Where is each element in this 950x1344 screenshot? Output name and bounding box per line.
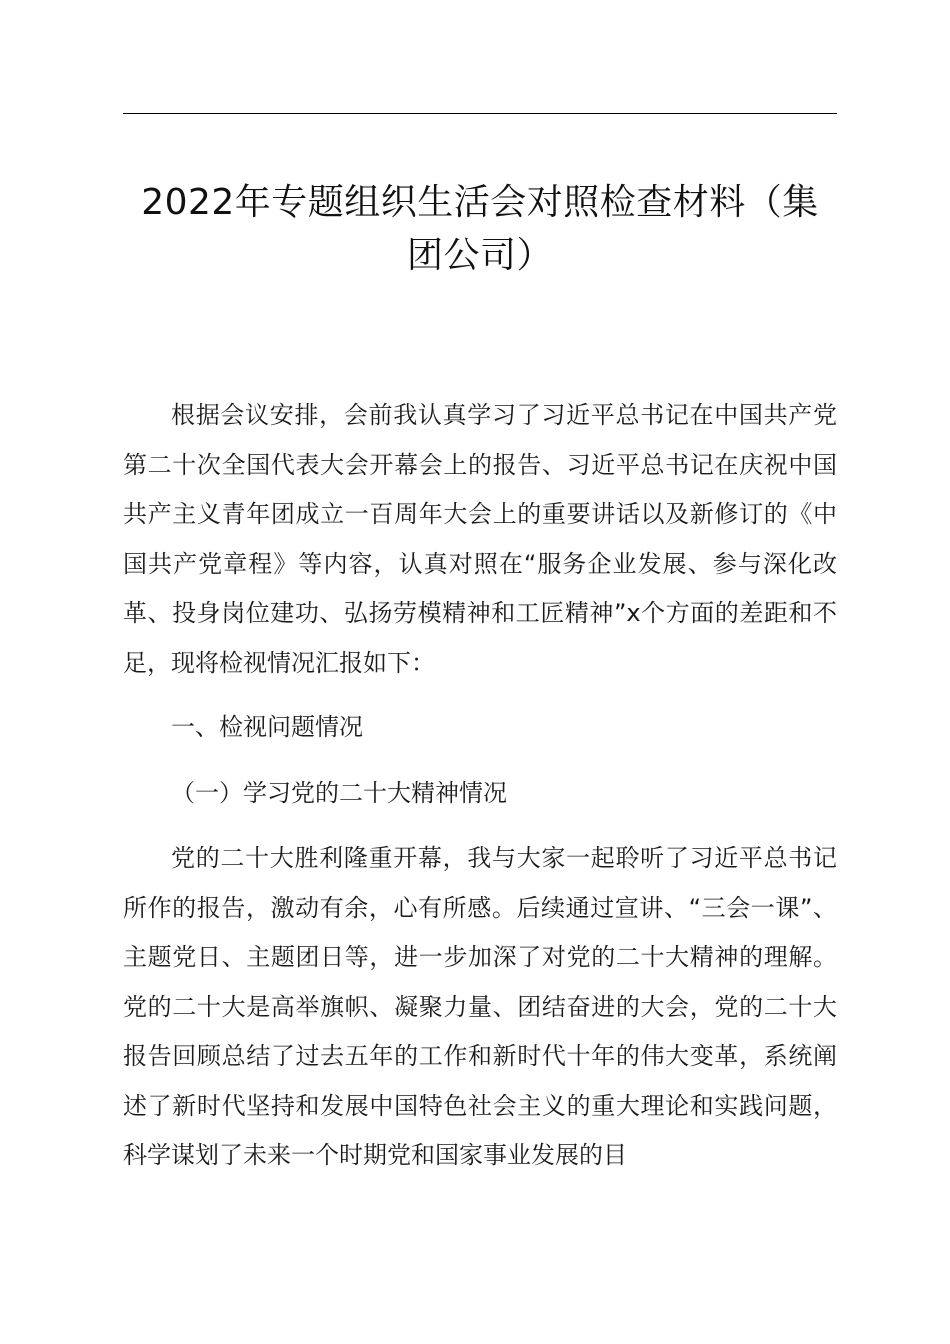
- document-title: 2022年专题组织生活会对照检查材料（集团公司）: [141, 182, 819, 276]
- section-heading: 一、检视问题情况: [171, 713, 363, 741]
- body-paragraph: 党的二十大胜利隆重开幕，我与大家一起聆听了习近平总书记所作的报告，激动有余，心有所感。后续通过宣讲、“三会一课”、主题党日、主题团日等，进一步加深了对党的二十大精神的理解。党的二十大是高举旗帜、凝聚力量、团结奋进的大会，党的二十大报告回顾总结了过去五年的工作和新时代十年的伟大变革，系统阐述了新时代坚持和发展中国特色社会主义的重大理论和实践问题，科学谋划了未来一个时期党和国家事业发展的目: [123, 844, 837, 1169]
- header-rule: [123, 113, 837, 114]
- intro-paragraph: 根据会议安排，会前我认真学习了习近平总书记在中国共产党第二十次全国代表大会开幕会上的报告、习近平总书记在庆祝中国共产主义青年团成立一百周年大会上的重要讲话以及新修订的《中国共产党章程》等内容，认真对照在“服务企业发展、参与深化改革、投身岗位建功、弘扬劳模精神和工匠精神”x个方面的差距和不足，现将检视情况汇报如下：: [123, 401, 837, 677]
- subsection-heading: （一）学习党的二十大精神情况: [171, 779, 507, 807]
